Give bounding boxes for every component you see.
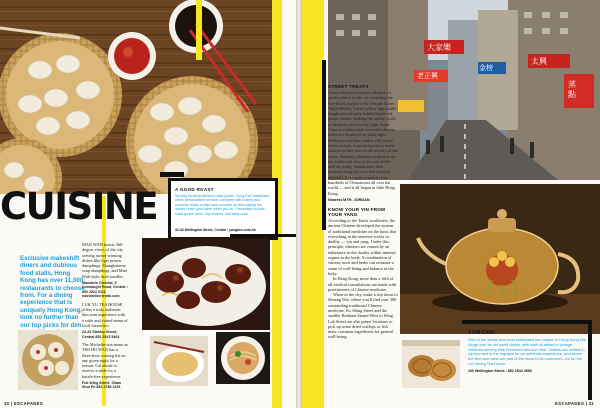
good-roast-body: Serving its world-famous roast goose, Yung Kee restaurant offers personalised service, complete with cutlery and crockery ready to take your provider so that paying hot dishes reach your table when you do. Favourites include roast goose livers, tiny snacks, and tasty crab.	[175, 194, 269, 216]
luk-yu-address: 24-26 Stanley Street, Central 852 2523 5464	[82, 330, 120, 339]
shop-sign-3: 老正興	[417, 72, 438, 80]
yellow-accent-bar-top	[196, 0, 202, 60]
right-yellow-bar-left	[302, 0, 324, 408]
right-folio: ESCAPADES | 31	[555, 401, 594, 406]
luk-yu-text: LUK YU TEA HOUSE offers a truly authentic dim sum experience with a wide and varied menu of local favourites.	[82, 301, 128, 328]
right-page	[302, 0, 600, 408]
restaurant-listings	[82, 242, 128, 402]
yum-cha-address: 160 Wellington Street • 852 2544 4556	[468, 368, 532, 373]
yum-cha-title: YUM CHA!	[468, 330, 496, 336]
dessert-photo	[150, 336, 208, 386]
know-your-yin-body2: In Hong Kong, more than a fifth of all medical consultations are made with practitioners of Chinese medicine.	[328, 276, 397, 292]
black-corner-mark	[160, 172, 184, 177]
mooncake-photo	[402, 340, 460, 388]
man-wah-address: Mandarin Oriental, 5 Connaught Road, Central • 852 2522 0111 mandarinoriental.com	[82, 281, 128, 299]
know-your-yin-body1: According to the Taoist worldview, the ancient Chinese developed the system of traditional medicine on the basis that everything in the universe works in duality — yin and yang. Under this principle, diseases are caused by an imbalance in the duality within internal organs in the body. A combination of various roots and herbs can reinstate a sense of well-being and balance in the body.	[328, 217, 397, 276]
know-your-yin-body3: When in the city, make a trip down to Shuang Wai, where you'll find over 300 outstanding traditional Chinese medicine. Ko Shing Street and the smaller Bonham Strand West to Wing Lok Street are also prime locations to pick up some dried scallops or fish maw, common ingredients for general well-being.	[328, 292, 398, 340]
good-roast-address: 32-40 Wellington Street, Central • yungkee.com.hk	[175, 228, 256, 232]
black-frame-line-h	[230, 234, 296, 237]
shop-sign-2: 太興	[531, 57, 547, 66]
street-treats-byline: Nearest MTR: JORDAN	[328, 197, 370, 202]
roast-meat-photo	[142, 238, 270, 330]
know-your-yin-title: KNOW YOUR YIN FROM YOUR YANG	[328, 206, 386, 217]
yum-cha-box	[468, 330, 588, 400]
tim-ho-wan-photo	[18, 330, 78, 390]
sauce-dish-red	[108, 32, 156, 80]
good-roast-box	[168, 178, 278, 240]
right-black-bar	[322, 60, 326, 230]
left-folio: 30 | ESCAPADES	[4, 401, 43, 406]
tim-ho-wan-address: Fuk Wing Street, Sham Shui Po 852 2788 1226	[82, 381, 122, 390]
shop-sign-5: 蒸點	[568, 80, 576, 99]
dim-sum-table-illustration	[0, 0, 272, 194]
street-treats-body: Central Kowloon houses all kinds of quirky places in the city including the five-block stretch of the Temple Street Night Market. Lured yellow light bulbs dangle precariously behind bright red plastic shades, lurking the market stalls in shadowy and warmly light. From Chinese trinkets and counterfeit luxury items are displayed on plain sight. Hobbyists and fate readers still sound street corners, scrutinizing starry-eyed tourists as they take in the novelty of the scene. Students, playing anything from the traditional erhu to the run-of-the-mill air string, demonstrate their territory along the crowded street by nightfall. It is a grim reminder that hundreds of Chinatowns all over the world — and it all began in little Hong Kong.	[328, 90, 398, 196]
yum-cha-frame-top	[462, 320, 592, 324]
dim-sum-table-photo	[0, 0, 272, 194]
shop-sign-4: 金榜	[479, 64, 493, 72]
yum-cha-body: One of the oldest and most celebrated tea houses in Hong Kong still clings onto its old world charm, with staff all attired in vintage uniforms serving time-honoured dim sum fare. Visitors are invited to sip tea next to the regulars for an authentic experience, and where the dim sum carts are part of the show to its customers. Go for the Lin Heung Tea House.	[468, 337, 586, 366]
street-treats-title: STREET TREATS	[328, 84, 369, 89]
tim-ho-wan-text: The Michelin-star menu at TIM HO WAN has a three-hour waiting list on any given night for a reason. Cal ahead to reserve a table for a hassle-free experience.	[82, 342, 128, 379]
shop-sign-1: 大家樂	[427, 43, 451, 52]
good-roast-title: A GOOD ROAST	[175, 187, 214, 192]
left-page	[0, 0, 296, 408]
section-headline: CUISINE	[0, 185, 158, 228]
man-wah-text: MAN WAH boasts 360-degree views of the city serving award-winning dishes like tiger prawn dumplings, Shanghainese soup dumplings, and Man Wah-style fried noodles.	[82, 242, 127, 279]
noodle-bowl-photo	[216, 332, 270, 384]
right-text-column	[328, 84, 398, 406]
pull-quote: Exclusive makeshift diners and dubious food stalls, Hong Kong has over 11,000 restaurants to choose from. For a dining experience that is uniquely Hong Kong, look no further than our top picks for dim	[20, 255, 85, 329]
yum-cha-frame-right	[588, 320, 592, 400]
flowering-tea-pot-photo	[400, 184, 600, 334]
